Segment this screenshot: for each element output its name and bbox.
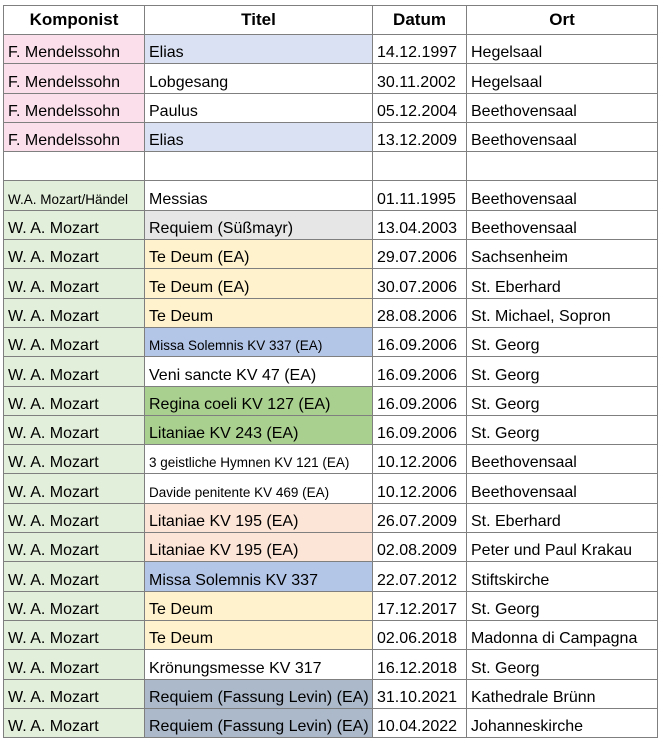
cell-ort: Beethovensaal — [467, 122, 658, 151]
table-row — [4, 533, 658, 562]
cell-titel: Litaniae KV 195 (EA) — [145, 533, 373, 562]
cell-komponist: W. A. Mozart — [4, 650, 145, 679]
table-row — [4, 181, 658, 210]
cell-titel: 3 geistliche Hymnen KV 121 (EA) — [145, 445, 373, 474]
cell-datum: 16.09.2006 — [373, 357, 467, 386]
cell-komponist: F. Mendelssohn — [4, 93, 145, 122]
table-row — [4, 357, 658, 386]
cell-ort: Peter und Paul Krakau — [467, 533, 658, 562]
cell-komponist: W. A. Mozart — [4, 503, 145, 532]
cell-ort: St. Eberhard — [467, 269, 658, 298]
cell-ort: Hegelsaal — [467, 64, 658, 93]
header-komponist: Komponist — [4, 6, 145, 35]
cell-datum: 29.07.2006 — [373, 240, 467, 269]
header-row — [4, 6, 658, 35]
cell-komponist: W. A. Mozart — [4, 298, 145, 327]
cell-ort: Sachsenheim — [467, 240, 658, 269]
concert-table — [3, 5, 658, 738]
cell-titel: Requiem (Fassung Levin) (EA) — [145, 679, 373, 708]
header-titel: Titel — [145, 6, 373, 35]
cell-datum: 05.12.2004 — [373, 93, 467, 122]
cell-datum: 01.11.1995 — [373, 181, 467, 210]
cell-datum: 26.07.2009 — [373, 503, 467, 532]
cell-ort: St. Georg — [467, 327, 658, 356]
cell-komponist: F. Mendelssohn — [4, 35, 145, 64]
cell-datum: 17.12.2017 — [373, 591, 467, 620]
cell-titel: Paulus — [145, 93, 373, 122]
cell-komponist: F. Mendelssohn — [4, 64, 145, 93]
table-row — [4, 122, 658, 151]
table-row — [4, 562, 658, 591]
cell-komponist: W. A. Mozart — [4, 240, 145, 269]
table-row — [4, 152, 658, 181]
cell-ort: Madonna di Campagna — [467, 620, 658, 649]
cell-komponist: W. A. Mozart — [4, 445, 145, 474]
cell-datum: 28.08.2006 — [373, 298, 467, 327]
cell-titel — [145, 152, 373, 181]
cell-komponist: W. A. Mozart — [4, 533, 145, 562]
cell-datum: 30.11.2002 — [373, 64, 467, 93]
cell-titel: Regina coeli KV 127 (EA) — [145, 386, 373, 415]
cell-datum: 30.07.2006 — [373, 269, 467, 298]
cell-datum: 10.04.2022 — [373, 708, 467, 737]
table-row — [4, 415, 658, 444]
cell-ort: Beethovensaal — [467, 445, 658, 474]
cell-titel: Messias — [145, 181, 373, 210]
cell-titel: Missa Solemnis KV 337 — [145, 562, 373, 591]
cell-ort: St. Georg — [467, 386, 658, 415]
cell-titel: Litaniae KV 195 (EA) — [145, 503, 373, 532]
cell-titel: Litaniae KV 243 (EA) — [145, 415, 373, 444]
cell-datum: 31.10.2021 — [373, 679, 467, 708]
cell-titel: Veni sancte KV 47 (EA) — [145, 357, 373, 386]
cell-ort: St. Michael, Sopron — [467, 298, 658, 327]
cell-datum: 16.12.2018 — [373, 650, 467, 679]
cell-ort: Stiftskirche — [467, 562, 658, 591]
cell-komponist: W. A. Mozart — [4, 210, 145, 239]
cell-datum: 22.07.2012 — [373, 562, 467, 591]
cell-titel: Te Deum (EA) — [145, 269, 373, 298]
table-row — [4, 503, 658, 532]
cell-komponist — [4, 152, 145, 181]
cell-ort: Johanneskirche — [467, 708, 658, 737]
cell-datum: 16.09.2006 — [373, 327, 467, 356]
table-row — [4, 64, 658, 93]
cell-ort: Beethovensaal — [467, 474, 658, 503]
table-row — [4, 650, 658, 679]
cell-ort: St. Georg — [467, 591, 658, 620]
cell-komponist: W. A. Mozart — [4, 474, 145, 503]
table-row — [4, 708, 658, 737]
cell-titel: Requiem (Fassung Levin) (EA) — [145, 708, 373, 737]
cell-titel: Te Deum — [145, 591, 373, 620]
table-row — [4, 591, 658, 620]
table-row — [4, 474, 658, 503]
cell-komponist: W.A. Mozart/Händel — [4, 181, 145, 210]
header-datum: Datum — [373, 6, 467, 35]
cell-datum: 13.12.2009 — [373, 122, 467, 151]
cell-datum: 16.09.2006 — [373, 386, 467, 415]
cell-ort: Hegelsaal — [467, 35, 658, 64]
cell-datum: 02.08.2009 — [373, 533, 467, 562]
cell-ort: St. Georg — [467, 650, 658, 679]
cell-komponist: W. A. Mozart — [4, 708, 145, 737]
table-row — [4, 679, 658, 708]
cell-titel: Te Deum — [145, 298, 373, 327]
cell-komponist: W. A. Mozart — [4, 269, 145, 298]
cell-komponist: W. A. Mozart — [4, 679, 145, 708]
cell-ort: Beethovensaal — [467, 93, 658, 122]
cell-ort: Beethovensaal — [467, 210, 658, 239]
cell-titel: Elias — [145, 35, 373, 64]
cell-titel: Lobgesang — [145, 64, 373, 93]
table-row — [4, 386, 658, 415]
table-row — [4, 93, 658, 122]
cell-titel: Krönungsmesse KV 317 — [145, 650, 373, 679]
cell-ort: Kathedrale Brünn — [467, 679, 658, 708]
table-row — [4, 445, 658, 474]
cell-datum — [373, 152, 467, 181]
cell-titel: Te Deum (EA) — [145, 240, 373, 269]
cell-titel: Elias — [145, 122, 373, 151]
cell-ort: St. Georg — [467, 357, 658, 386]
table-row — [4, 269, 658, 298]
cell-datum: 14.12.1997 — [373, 35, 467, 64]
cell-ort: St. Georg — [467, 415, 658, 444]
header-ort: Ort — [467, 6, 658, 35]
cell-datum: 13.04.2003 — [373, 210, 467, 239]
table-row — [4, 327, 658, 356]
table-row — [4, 35, 658, 64]
cell-datum: 02.06.2018 — [373, 620, 467, 649]
cell-komponist: W. A. Mozart — [4, 620, 145, 649]
cell-titel: Requiem (Süßmayr) — [145, 210, 373, 239]
cell-ort: Beethovensaal — [467, 181, 658, 210]
cell-komponist: W. A. Mozart — [4, 357, 145, 386]
cell-komponist: W. A. Mozart — [4, 591, 145, 620]
table-row — [4, 210, 658, 239]
table-row — [4, 620, 658, 649]
cell-ort — [467, 152, 658, 181]
cell-titel: Te Deum — [145, 620, 373, 649]
table-row — [4, 240, 658, 269]
cell-datum: 16.09.2006 — [373, 415, 467, 444]
cell-titel: Davide penitente KV 469 (EA) — [145, 474, 373, 503]
cell-titel: Missa Solemnis KV 337 (EA) — [145, 327, 373, 356]
cell-komponist: W. A. Mozart — [4, 562, 145, 591]
cell-komponist: W. A. Mozart — [4, 386, 145, 415]
cell-komponist: W. A. Mozart — [4, 327, 145, 356]
table-row — [4, 298, 658, 327]
cell-komponist: F. Mendelssohn — [4, 122, 145, 151]
cell-komponist: W. A. Mozart — [4, 415, 145, 444]
cell-ort: St. Eberhard — [467, 503, 658, 532]
cell-datum: 10.12.2006 — [373, 445, 467, 474]
table-body — [4, 35, 658, 738]
cell-datum: 10.12.2006 — [373, 474, 467, 503]
